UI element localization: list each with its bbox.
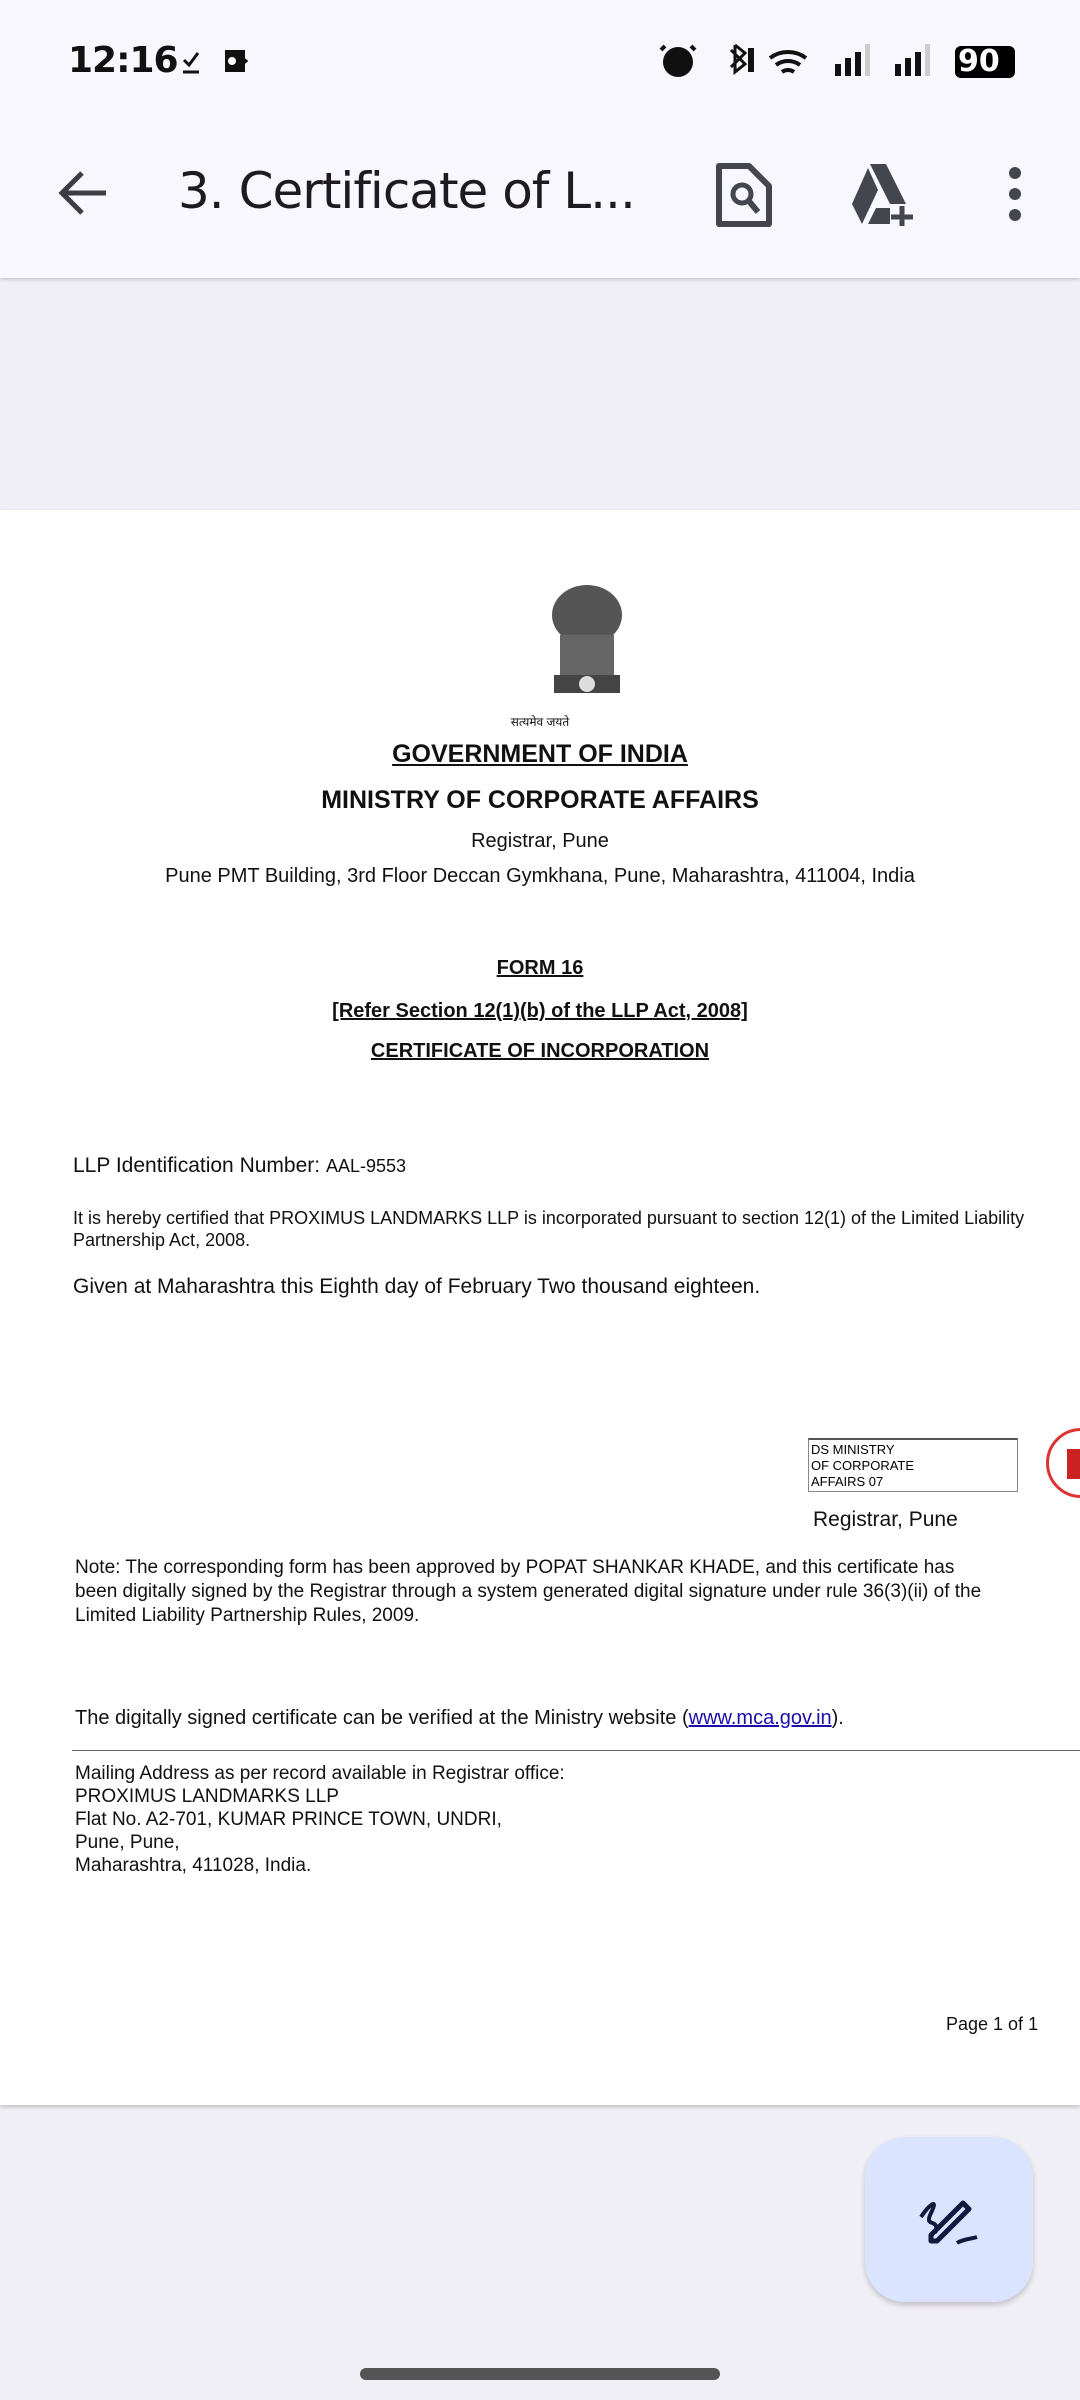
certificate-title: CERTIFICATE OF INCORPORATION (370, 1040, 710, 1062)
national-emblem-icon (542, 580, 632, 710)
back-arrow-icon[interactable] (56, 168, 112, 218)
certified-line-1: It is hereby certified that PROXIMUS LANDMARKS LLP is incorporated pursuant to section 12(1) of the Limited Liability (73, 1208, 1025, 1228)
mailing-line: PROXIMUS LANDMARKS LLP (75, 1786, 339, 1807)
more-vert-icon[interactable] (1000, 166, 1030, 222)
section-reference: [Refer Section 12(1)(b) of the LLP Act, 2008] (332, 1000, 748, 1022)
divider (72, 1750, 1080, 1751)
clock: 12:16 (68, 40, 178, 81)
signature-line: OF CORPORATE (811, 1458, 915, 1473)
annotate-fab-button[interactable] (865, 2137, 1033, 2302)
registrar-seal-icon (1046, 1428, 1080, 1498)
certified-line-2: Partnership Act, 2008. (73, 1230, 251, 1250)
edit-pen-icon (917, 2187, 981, 2251)
digital-signature-box (808, 1438, 1018, 1492)
registrar-office: Registrar, Pune (471, 830, 609, 852)
llpin-value: AAL-9553 (325, 1156, 406, 1176)
emblem-motto: सत्यमेव जयते (510, 715, 570, 729)
note-line: been digitally signed by the Registrar through a system generated digital signature under rule 36(3)(ii) of the (75, 1581, 982, 1602)
app-toolbar (0, 120, 1080, 278)
mailing-address (75, 1762, 565, 1877)
status-bar (0, 0, 1080, 120)
add-to-drive-icon[interactable] (850, 162, 920, 226)
gov-heading: GOVERNMENT OF INDIA (392, 740, 688, 768)
signature-line: AFFAIRS 07 (811, 1474, 884, 1489)
sign-registrar: Registrar, Pune (813, 1508, 958, 1531)
note-line: Note: The corresponding form has been approved by POPAT SHANKAR KHADE, and this certificate has (75, 1557, 955, 1578)
page-number: Page 1 of 1 (946, 2014, 1039, 2034)
verify-text-end: ). (831, 1707, 844, 1729)
form-number: FORM 16 (496, 957, 584, 979)
pdf-page (0, 510, 1080, 2105)
mailing-line: Maharashtra, 411028, India. (75, 1855, 312, 1876)
document-title: 3. Certificate of L... (178, 162, 635, 220)
notification-icons (180, 46, 260, 76)
registrar-address: Pune PMT Building, 3rd Floor Deccan Gymkhana, Pune, Maharashtra, 411004, India (165, 865, 915, 887)
given-statement: Given at Maharashtra this Eighth day of February Two thousand eighteen. (73, 1275, 761, 1298)
mailing-line: Mailing Address as per record available in Registrar office: (75, 1763, 565, 1784)
home-indicator[interactable] (360, 2368, 720, 2380)
signature-line: DS MINISTRY (811, 1442, 895, 1457)
mailing-line: Pune, Pune, (75, 1832, 180, 1853)
verify-text: The digitally signed certificate can be verified at the Ministry website ( (75, 1707, 689, 1729)
ministry-heading: MINISTRY OF CORPORATE AFFAIRS (321, 786, 759, 814)
note-line: Limited Liability Partnership Rules, 2009. (75, 1605, 420, 1626)
llpin-label: LLP Identification Number: (73, 1154, 321, 1177)
mca-link[interactable]: www.mca.gov.in (688, 1707, 832, 1729)
battery-level: 90 (958, 44, 1000, 79)
find-in-document-icon[interactable] (715, 162, 773, 228)
mailing-line: Flat No. A2-701, KUMAR PRINCE TOWN, UNDRI, (75, 1809, 502, 1830)
